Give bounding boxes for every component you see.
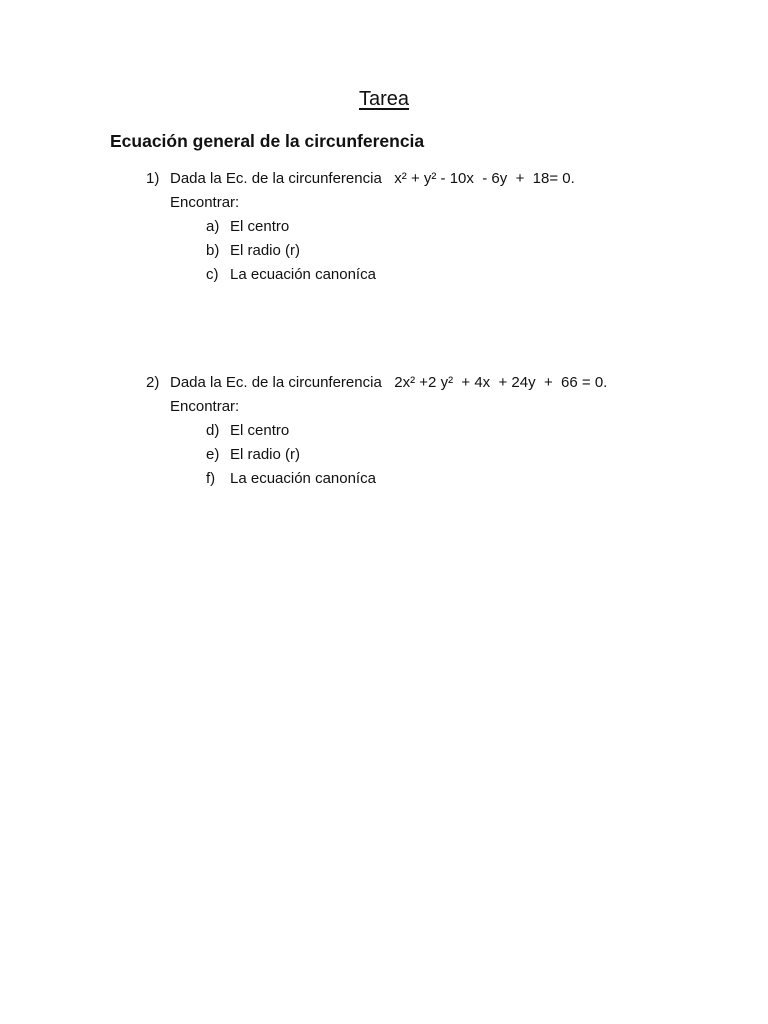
section-heading: Ecuación general de la circunferencia [110,131,425,151]
item-text: El centro [230,218,290,235]
problem-number: 1) [146,170,160,187]
document-title: Tarea [358,88,410,110]
item-text: El centro [230,422,290,439]
problem-statement [170,170,575,188]
problem-statement-text: Dada la Ec. de la circunferencia [170,170,382,187]
item-letter: d) [206,422,220,439]
circle-equation: x² + y² - 10x - 6y + 18= 0. [394,170,575,187]
problem-number: 2) [146,374,160,391]
item-text: El radio (r) [230,242,301,259]
item-text: La ecuación canoníca [230,266,376,283]
item-text: El radio (r) [230,446,301,463]
problem-prompt: Encontrar: [170,398,240,415]
circle-equation: 2x² +2 y² + 4x + 24y + 66 = 0. [394,374,608,391]
item-text: La ecuación canoníca [230,470,376,487]
problem-prompt: Encontrar: [170,194,240,211]
item-letter: b) [206,242,220,259]
problem-statement [170,374,607,392]
item-letter: e) [206,446,220,463]
item-letter: f) [206,470,216,487]
item-letter: c) [206,266,219,283]
item-letter: a) [206,218,220,235]
problem-statement-text: Dada la Ec. de la circunferencia [170,374,382,391]
